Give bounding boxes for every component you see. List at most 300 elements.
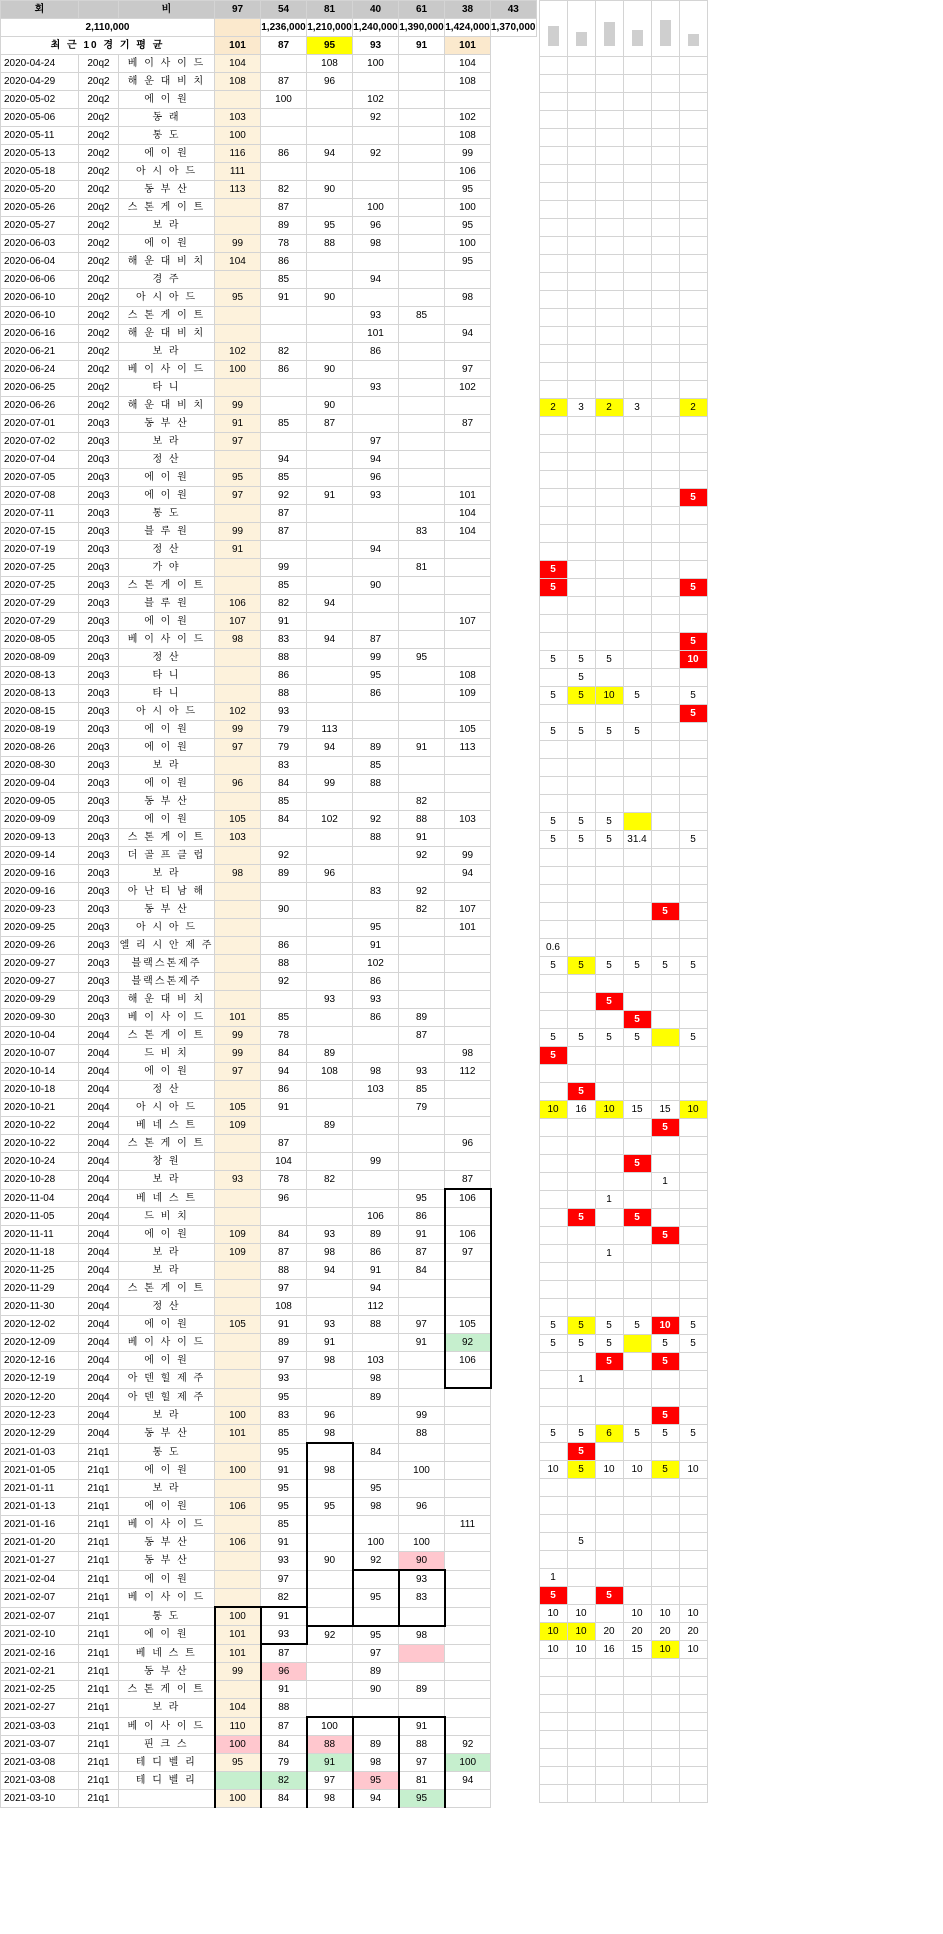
table-row[interactable] <box>1 937 537 955</box>
cell-date: 2020-07-02 <box>1 433 79 451</box>
table-row[interactable] <box>1 253 537 271</box>
cell-score <box>261 1208 307 1226</box>
table-row[interactable] <box>1 775 537 793</box>
right-cell <box>595 219 623 237</box>
table-row[interactable] <box>1 181 537 199</box>
table-row[interactable] <box>1 883 537 901</box>
right-cell <box>651 399 679 417</box>
cell-score: 108 <box>215 73 261 91</box>
cell-score: 92 <box>261 973 307 991</box>
cell-score: 91 <box>215 541 261 559</box>
table-row[interactable] <box>1 1352 537 1370</box>
right-cell <box>623 1119 651 1137</box>
table-row[interactable] <box>1 1534 537 1552</box>
cell-score: 95 <box>261 1443 307 1462</box>
right-cell <box>567 417 595 435</box>
right-cell: 10 <box>539 1641 567 1659</box>
table-row[interactable] <box>1 1153 537 1171</box>
table-row[interactable] <box>1 1717 537 1736</box>
table-row[interactable] <box>1 901 537 919</box>
cell-score: 93 <box>307 1226 353 1244</box>
cell-score <box>399 415 445 433</box>
table-row[interactable] <box>1 1171 537 1190</box>
table-row[interactable] <box>1 631 537 649</box>
table-row[interactable] <box>1 1480 537 1498</box>
cell-score <box>445 1644 491 1663</box>
table-row[interactable] <box>1 505 537 523</box>
cell-score: 99 <box>215 397 261 415</box>
table-row[interactable] <box>1 55 537 73</box>
table-row[interactable] <box>1 595 537 613</box>
table-row[interactable] <box>1 1117 537 1135</box>
cell-score: 95 <box>215 289 261 307</box>
table-row[interactable] <box>1 1754 537 1772</box>
right-row <box>539 1515 707 1533</box>
table-row[interactable] <box>1 1262 537 1280</box>
cell-score <box>445 1498 491 1516</box>
right-cell: 5 <box>595 1587 623 1605</box>
table-row[interactable] <box>1 919 537 937</box>
table-row[interactable] <box>1 1099 537 1117</box>
right-cell <box>651 615 679 633</box>
table-row[interactable] <box>1 1772 537 1790</box>
table-row[interactable] <box>1 1009 537 1027</box>
right-cell <box>651 111 679 129</box>
right-cell <box>623 1299 651 1317</box>
cell-course: 베 네 스 트 <box>119 1117 215 1135</box>
right-cell <box>623 1767 651 1785</box>
header-row-average <box>1 37 537 55</box>
table-row[interactable] <box>1 793 537 811</box>
cell-date: 2020-11-25 <box>1 1262 79 1280</box>
cell-score <box>399 595 445 613</box>
right-cell <box>567 1677 595 1695</box>
table-row[interactable] <box>1 1663 537 1681</box>
cell-course: 에 이 원 <box>119 235 215 253</box>
cell-score: 92 <box>261 487 307 505</box>
cell-score <box>353 1462 399 1480</box>
cell-date: 2020-11-11 <box>1 1226 79 1244</box>
cell-score <box>399 1045 445 1063</box>
right-cell <box>567 543 595 561</box>
table-row[interactable] <box>1 1699 537 1718</box>
cell-course: 테 디 벨 리 <box>119 1754 215 1772</box>
cell-season: 20q3 <box>79 829 119 847</box>
header-avg-2: 95 <box>307 37 353 55</box>
cell-score: 98 <box>353 1754 399 1772</box>
table-row[interactable] <box>1 1045 537 1063</box>
right-row <box>539 921 707 939</box>
table-row[interactable] <box>1 433 537 451</box>
cell-date: 2020-12-29 <box>1 1425 79 1444</box>
cell-score: 86 <box>399 1208 445 1226</box>
cell-course: 보 라 <box>119 1480 215 1498</box>
cell-score: 101 <box>215 1425 261 1444</box>
cell-course: 베 네 스 트 <box>119 1644 215 1663</box>
right-cell <box>679 615 707 633</box>
cell-score: 87 <box>261 199 307 217</box>
table-row[interactable] <box>1 1334 537 1352</box>
right-cell: 16 <box>567 1101 595 1119</box>
cell-season: 21q1 <box>79 1480 119 1498</box>
cell-course: 타 니 <box>119 667 215 685</box>
right-cell <box>651 1155 679 1173</box>
right-row <box>539 1533 707 1551</box>
cell-score: 104 <box>445 523 491 541</box>
cell-date: 2020-08-15 <box>1 703 79 721</box>
table-row[interactable] <box>1 469 537 487</box>
cell-season: 20q3 <box>79 469 119 487</box>
cell-score <box>307 523 353 541</box>
right-cell <box>651 363 679 381</box>
cell-score <box>445 451 491 469</box>
right-row <box>539 759 707 777</box>
cell-score: 99 <box>215 523 261 541</box>
table-row[interactable] <box>1 847 537 865</box>
right-cell <box>623 1047 651 1065</box>
cell-score: 82 <box>261 181 307 199</box>
table-row[interactable] <box>1 73 537 91</box>
cell-score <box>399 703 445 721</box>
table-row[interactable] <box>1 1388 537 1407</box>
cell-score: 98 <box>353 235 399 253</box>
table-row[interactable] <box>1 1063 537 1081</box>
cell-score: 83 <box>399 1589 445 1608</box>
right-cell <box>623 525 651 543</box>
cell-score <box>215 559 261 577</box>
right-row <box>539 237 707 255</box>
table-row[interactable] <box>1 1244 537 1262</box>
right-cell: 5 <box>567 957 595 975</box>
table-row[interactable] <box>1 1644 537 1663</box>
right-row <box>539 1425 707 1443</box>
cell-course: 보 라 <box>119 1407 215 1425</box>
cell-score: 92 <box>399 883 445 901</box>
right-cell <box>623 741 651 759</box>
right-cell: 1 <box>595 1245 623 1263</box>
table-row[interactable] <box>1 1552 537 1571</box>
cell-season: 20q2 <box>79 343 119 361</box>
cell-score <box>307 307 353 325</box>
cell-score <box>307 1009 353 1027</box>
header-amount-4: 1,390,000 <box>399 19 445 37</box>
table-row[interactable] <box>1 307 537 325</box>
table-row[interactable] <box>1 1681 537 1699</box>
table-row[interactable] <box>1 1790 537 1808</box>
table-row[interactable] <box>1 217 537 235</box>
table-row[interactable] <box>1 1027 537 1045</box>
cell-score <box>261 163 307 181</box>
table-row[interactable] <box>1 829 537 847</box>
right-cell: 10 <box>567 1605 595 1623</box>
right-row <box>539 1587 707 1605</box>
cell-score <box>261 109 307 127</box>
cell-score <box>215 1443 261 1462</box>
table-row[interactable] <box>1 1081 537 1099</box>
table-row[interactable] <box>1 199 537 217</box>
cell-date: 2021-03-08 <box>1 1772 79 1790</box>
table-row[interactable] <box>1 1425 537 1444</box>
cell-score: 91 <box>261 1607 307 1626</box>
table-row[interactable] <box>1 1516 537 1534</box>
table-row[interactable] <box>1 685 537 703</box>
right-cell <box>567 1731 595 1749</box>
cell-score: 99 <box>215 1045 261 1063</box>
table-row[interactable] <box>1 1736 537 1754</box>
cell-score <box>445 703 491 721</box>
table-row[interactable] <box>1 1498 537 1516</box>
right-cell <box>623 1587 651 1605</box>
cell-score: 99 <box>215 1027 261 1045</box>
table-row[interactable] <box>1 739 537 757</box>
table-row[interactable] <box>1 1570 537 1589</box>
table-row[interactable] <box>1 163 537 181</box>
header-label-round: 회 <box>1 1 79 19</box>
cell-score: 100 <box>445 199 491 217</box>
cell-score: 89 <box>261 1334 307 1352</box>
table-row[interactable] <box>1 721 537 739</box>
table-row[interactable] <box>1 289 537 307</box>
cell-date: 2020-06-10 <box>1 289 79 307</box>
right-panel-table[interactable] <box>539 0 708 1803</box>
table-row[interactable] <box>1 955 537 973</box>
right-cell: 5 <box>679 1029 707 1047</box>
right-cell <box>679 1407 707 1425</box>
cell-season: 21q1 <box>79 1772 119 1790</box>
cell-score <box>445 1699 491 1718</box>
right-cell <box>679 471 707 489</box>
cell-score: 102 <box>215 703 261 721</box>
cell-score <box>215 847 261 865</box>
cell-score: 108 <box>307 1063 353 1081</box>
right-cell <box>567 579 595 597</box>
cell-score <box>353 1117 399 1135</box>
table-row[interactable] <box>1 1280 537 1298</box>
cell-score <box>399 973 445 991</box>
right-cell <box>539 525 567 543</box>
cell-date: 2020-10-14 <box>1 1063 79 1081</box>
table-row[interactable] <box>1 1208 537 1226</box>
table-row[interactable] <box>1 1607 537 1626</box>
table-row[interactable] <box>1 397 537 415</box>
cell-score: 100 <box>353 1534 399 1552</box>
cell-date: 2020-08-05 <box>1 631 79 649</box>
right-row <box>539 327 707 345</box>
cell-course: 베 이 사 이 드 <box>119 361 215 379</box>
table-row[interactable] <box>1 1407 537 1425</box>
right-cell <box>679 1479 707 1497</box>
right-cell <box>567 597 595 615</box>
table-row[interactable] <box>1 145 537 163</box>
table-row[interactable] <box>1 487 537 505</box>
cell-date: 2020-09-25 <box>1 919 79 937</box>
right-cell <box>567 219 595 237</box>
cell-course: 에 이 원 <box>119 1462 215 1480</box>
table-row[interactable] <box>1 379 537 397</box>
table-row[interactable] <box>1 1189 537 1208</box>
cell-date: 2020-11-04 <box>1 1189 79 1208</box>
cell-season: 20q2 <box>79 379 119 397</box>
table-row[interactable] <box>1 1589 537 1608</box>
header-count-total: 97 <box>215 1 261 19</box>
table-row[interactable] <box>1 271 537 289</box>
cell-season: 21q1 <box>79 1699 119 1718</box>
table-row[interactable] <box>1 973 537 991</box>
table-row[interactable] <box>1 91 537 109</box>
cell-score <box>445 433 491 451</box>
cell-score <box>399 1352 445 1370</box>
cell-score: 98 <box>215 631 261 649</box>
table-row[interactable] <box>1 415 537 433</box>
cell-season: 20q2 <box>79 181 119 199</box>
cell-score <box>307 1589 353 1608</box>
cell-score: 89 <box>353 739 399 757</box>
cell-score <box>353 1027 399 1045</box>
right-cell <box>651 705 679 723</box>
table-row[interactable] <box>1 757 537 775</box>
right-cell <box>595 1065 623 1083</box>
table-row[interactable] <box>1 1135 537 1153</box>
right-row <box>539 201 707 219</box>
cell-score: 88 <box>261 685 307 703</box>
cell-score <box>307 1644 353 1663</box>
cell-score <box>445 1407 491 1425</box>
cell-score: 83 <box>261 1407 307 1425</box>
table-row[interactable] <box>1 1226 537 1244</box>
table-row[interactable] <box>1 613 537 631</box>
right-cell: 5 <box>539 1029 567 1047</box>
table-row[interactable] <box>1 127 537 145</box>
table-row[interactable] <box>1 109 537 127</box>
cell-course: 스 톤 게 이 트 <box>119 1135 215 1153</box>
right-cell <box>595 1083 623 1101</box>
right-cell <box>595 309 623 327</box>
table-row[interactable] <box>1 1370 537 1389</box>
right-cell: 5 <box>651 1227 679 1245</box>
cell-score <box>399 919 445 937</box>
cell-score: 82 <box>261 595 307 613</box>
cell-score: 103 <box>445 811 491 829</box>
cell-date: 2021-03-08 <box>1 1754 79 1772</box>
table-row[interactable] <box>1 451 537 469</box>
cell-course: 해 운 대 비 치 <box>119 253 215 271</box>
cell-season: 21q1 <box>79 1626 119 1645</box>
cell-score: 103 <box>353 1352 399 1370</box>
table-row[interactable] <box>1 361 537 379</box>
cell-course: 보 라 <box>119 1262 215 1280</box>
right-cell <box>595 1047 623 1065</box>
right-cell <box>595 201 623 219</box>
right-cell <box>679 561 707 579</box>
cell-course: 가 야 <box>119 559 215 577</box>
cell-score <box>215 271 261 289</box>
cell-date: 2020-09-16 <box>1 865 79 883</box>
right-cell <box>623 453 651 471</box>
right-cell <box>595 849 623 867</box>
right-cell <box>595 1605 623 1623</box>
cell-score <box>261 433 307 451</box>
right-cell: 5 <box>595 723 623 741</box>
cell-score <box>353 793 399 811</box>
table-row[interactable] <box>1 1443 537 1462</box>
cell-score: 90 <box>353 577 399 595</box>
cell-course: 블랙스톤제주 <box>119 973 215 991</box>
cell-score <box>307 1443 353 1462</box>
cell-course: 아 시 아 드 <box>119 703 215 721</box>
cell-course: 블 루 원 <box>119 595 215 613</box>
cell-season: 20q4 <box>79 1208 119 1226</box>
right-cell <box>595 363 623 381</box>
table-row[interactable] <box>1 1626 537 1645</box>
cell-score <box>445 973 491 991</box>
table-row[interactable] <box>1 235 537 253</box>
right-cell <box>539 777 567 795</box>
right-row <box>539 345 707 363</box>
cell-date: 2020-09-29 <box>1 991 79 1009</box>
cell-date: 2020-10-04 <box>1 1027 79 1045</box>
cell-score: 93 <box>399 1570 445 1589</box>
right-cell: 2 <box>539 399 567 417</box>
cell-course: 에 이 원 <box>119 145 215 163</box>
right-cell <box>651 435 679 453</box>
cell-date: 2020-09-27 <box>1 973 79 991</box>
table-row[interactable] <box>1 577 537 595</box>
cell-season: 20q3 <box>79 811 119 829</box>
cell-date: 2021-02-07 <box>1 1607 79 1626</box>
right-cell: 5 <box>679 1425 707 1443</box>
table-row[interactable] <box>1 811 537 829</box>
table-row[interactable] <box>1 541 537 559</box>
table-row[interactable] <box>1 1298 537 1316</box>
cell-score <box>307 1534 353 1552</box>
table-row[interactable] <box>1 343 537 361</box>
cell-course: 스 톤 게 이 트 <box>119 1280 215 1298</box>
cell-score <box>307 901 353 919</box>
right-row <box>539 1191 707 1209</box>
right-cell <box>567 1299 595 1317</box>
table-row[interactable] <box>1 559 537 577</box>
right-cell <box>623 1245 651 1263</box>
table-row[interactable] <box>1 1462 537 1480</box>
table-row[interactable] <box>1 667 537 685</box>
cell-season: 20q3 <box>79 955 119 973</box>
right-cell <box>539 1731 567 1749</box>
table-row[interactable] <box>1 703 537 721</box>
table-row[interactable] <box>1 865 537 883</box>
cell-score: 89 <box>261 217 307 235</box>
cell-score <box>307 1480 353 1498</box>
table-row[interactable] <box>1 523 537 541</box>
cell-score: 106 <box>445 1226 491 1244</box>
right-cell <box>679 669 707 687</box>
cell-score: 95 <box>353 667 399 685</box>
right-cell <box>679 759 707 777</box>
cell-season: 20q3 <box>79 793 119 811</box>
table-row[interactable] <box>1 649 537 667</box>
cell-score <box>307 199 353 217</box>
table-row[interactable] <box>1 991 537 1009</box>
right-cell <box>651 381 679 399</box>
right-cell <box>623 57 651 75</box>
table-row[interactable] <box>1 325 537 343</box>
table-row[interactable] <box>1 1316 537 1334</box>
right-cell <box>539 903 567 921</box>
cell-score: 98 <box>215 865 261 883</box>
right-cell <box>567 921 595 939</box>
cell-score: 85 <box>261 469 307 487</box>
cell-score <box>445 541 491 559</box>
cell-score: 94 <box>353 1790 399 1808</box>
